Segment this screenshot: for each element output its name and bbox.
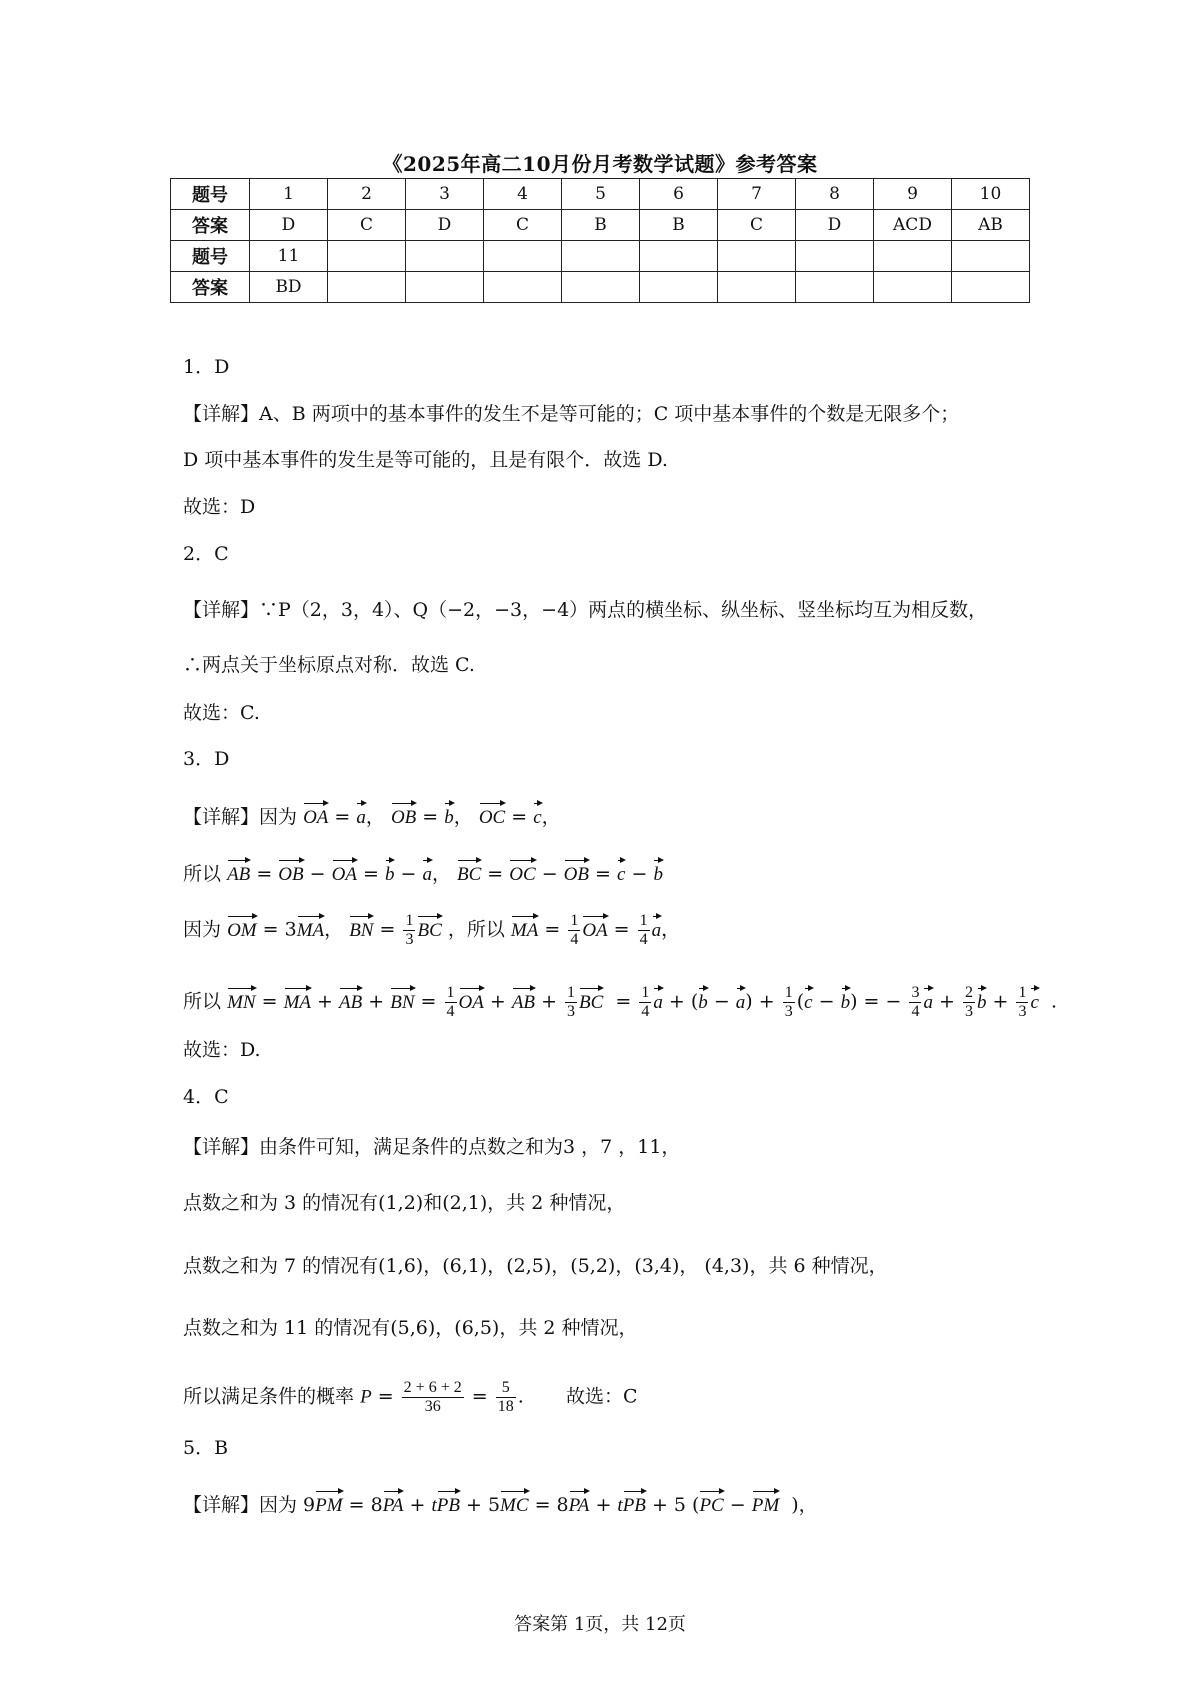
table-row [171, 272, 1030, 303]
vector-equation-line: 【详解】因为 9PM = 8PA + tPB + 5MC = 8PA + tPB + 5 (PC − PM )， [183, 1488, 818, 1520]
table-cell: D [250, 210, 328, 241]
table-cell [640, 241, 718, 272]
table-cell [562, 241, 640, 272]
table-cell [874, 241, 952, 272]
explanation-text: ，所以 [447, 918, 505, 941]
table-cell [952, 241, 1030, 272]
probability-line: 所以满足条件的概率 P = $\frac{2 + 6 + 2}{36}$ = $\frac{5}{18}$ . 故选：C [183, 1379, 638, 1415]
table-cell: D [406, 210, 484, 241]
explanation-line: 点数之和为 7 的情况有(1,6)，(6,1)，(2,5)，(5,2)，(3,4)， (4,3)，共 6 种情况， [183, 1255, 888, 1277]
explanation-text: 故选：C [566, 1385, 638, 1408]
table-cell [406, 272, 484, 303]
table-cell: 7 [718, 179, 796, 210]
answer-table [170, 178, 1030, 303]
table-cell [484, 272, 562, 303]
table-cell: 1 [250, 179, 328, 210]
table-cell: B [562, 210, 640, 241]
question-heading: 3．D [183, 748, 230, 770]
table-cell: 10 [952, 179, 1030, 210]
question-heading: 1．D [183, 356, 230, 378]
explanation-line: D 项中基本事件的发生是等可能的，且是有限个．故选 D. [183, 449, 668, 471]
question-heading: 2．C [183, 543, 229, 565]
table-row [171, 210, 1030, 241]
vector-equation-line: 因为 OM = 3MA， BN = $\frac{1}{3}$ BC ，所以 MA = $\frac{1}{4}$ OA = $\frac{1}{4}$ a， [183, 912, 681, 948]
table-cell: 4 [484, 179, 562, 210]
table-row [171, 179, 1030, 210]
table-cell [328, 272, 406, 303]
question-heading: 5．B [183, 1437, 229, 1459]
row-label-question: 题号 [171, 241, 250, 272]
question-heading: 4．C [183, 1086, 229, 1108]
row-label-answer: 答案 [171, 210, 250, 241]
table-cell [874, 272, 952, 303]
explanation-line: 故选：D. [183, 1039, 261, 1061]
explanation-text: 【详解】因为 [183, 1494, 298, 1516]
explanation-text: 【详解】因为 [183, 806, 298, 828]
table-cell: 2 [328, 179, 406, 210]
table-cell: C [328, 210, 406, 241]
explanation-line: 【详解】由条件可知，满足条件的点数之和为3 ，7 ，11， [183, 1136, 681, 1158]
explanation-line: 故选：D [183, 496, 256, 518]
table-cell [718, 272, 796, 303]
explanation-line: 点数之和为 3 的情况有(1,2)和(2,1)，共 2 种情况， [183, 1192, 626, 1214]
explanation-text: 所以 [183, 990, 222, 1013]
vector-equation-line: 所以 AB = OB − OA = b − a， BC = OC − OB = c − b [183, 857, 663, 889]
explanation-line: 【详解】∵P（2，3，4）、Q（−2，−3，−4）两点的横坐标、纵坐标、竖坐标均互为相反数， [183, 599, 988, 621]
table-cell: C [484, 210, 562, 241]
explanation-text: 所以 [183, 863, 222, 885]
table-cell: B [640, 210, 718, 241]
table-cell: 9 [874, 179, 952, 210]
table-cell [718, 241, 796, 272]
row-label-question: 题号 [171, 179, 250, 210]
table-cell: 6 [640, 179, 718, 210]
table-cell: BD [250, 272, 328, 303]
table-cell: 5 [562, 179, 640, 210]
table-cell [952, 272, 1030, 303]
explanation-text: 因为 [183, 918, 222, 941]
table-row [171, 241, 1030, 272]
table-cell [562, 272, 640, 303]
vector-definition-line: 【详解】因为 OA = a， OB = b， OC = c， [183, 800, 561, 832]
table-cell: C [718, 210, 796, 241]
vector-equation-line: 所以 MN = MA + AB + BN = $\frac{1}{4}$ OA + AB + $\frac{1}{3}$ BC = $\frac{1}{4}$ a + (b − a) + $\frac{1}{3}$ (c − b) = − $\frac{3}{4}$ a + $\frac{2}{3}$ b + $\frac{1}{3}$ c . [183, 984, 1058, 1020]
table-cell [640, 272, 718, 303]
table-cell [796, 241, 874, 272]
page-title: 《2025年高二10月份月考数学试题》参考答案 [382, 152, 818, 176]
table-cell [484, 241, 562, 272]
table-cell [406, 241, 484, 272]
table-cell [328, 241, 406, 272]
table-cell: 11 [250, 241, 328, 272]
page-footer: 答案第 1页，共 12页 [514, 1614, 686, 1635]
table-cell: 3 [406, 179, 484, 210]
explanation-line: 【详解】A、B 两项中的基本事件的发生不是等可能的；C 项中基本事件的个数是无限多个； [183, 403, 960, 425]
table-cell: AB [952, 210, 1030, 241]
row-label-answer: 答案 [171, 272, 250, 303]
table-cell: 8 [796, 179, 874, 210]
table-cell [796, 272, 874, 303]
explanation-text: 所以满足条件的概率 [183, 1385, 355, 1408]
table-cell: D [796, 210, 874, 241]
explanation-line: 点数之和为 11 的情况有(5,6)，(6,5)，共 2 种情况， [183, 1317, 638, 1339]
explanation-line: 故选：C. [183, 702, 260, 724]
table-cell: ACD [874, 210, 952, 241]
explanation-line: ∴两点关于坐标原点对称．故选 C. [183, 654, 475, 676]
